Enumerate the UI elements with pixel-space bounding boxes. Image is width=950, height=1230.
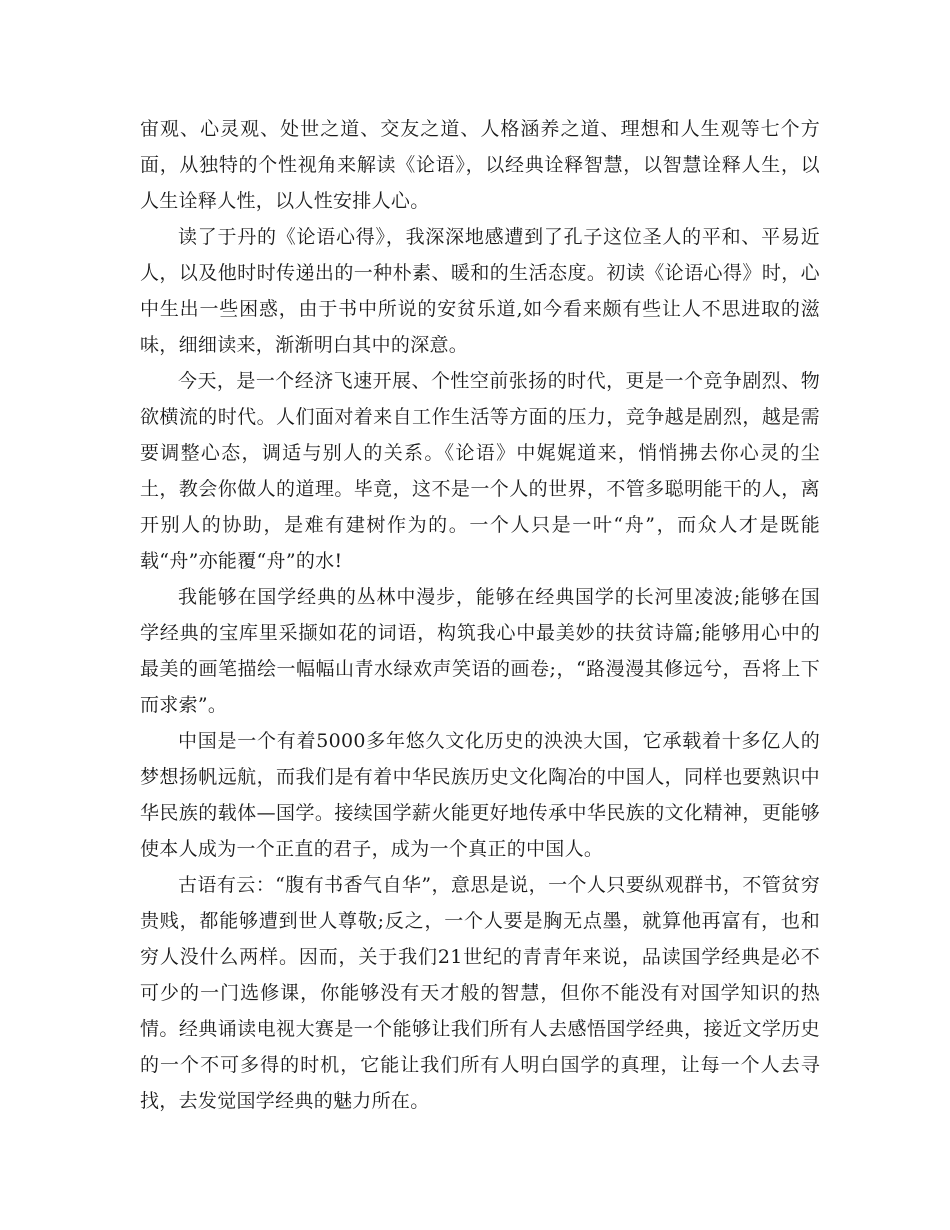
paragraph: 中国是一个有着5000多年悠久文化历史的泱泱大国，它承载着十多亿人的梦想扬帆远航，而我们是有着中华民族历史文化陶冶的中国人，同样也要熟识中华民族的载体—国学。接续国学薪火能更好地传承中华民族的文化精神，更能够使本人成为一个正直的君子，成为一个真正的中国人。 [140, 730, 820, 860]
body-text [140, 111, 820, 1119]
paragraph: 古语有云：“腹有书香气自华”，意思是说，一个人只要纵观群书，不管贫穷贵贱，都能够遭到世人尊敬;反之，一个人要是胸无点墨，就算他再富有，也和穷人没什么两样。因而，关于我们21世纪的青青年来说，品读国学经典是必不可少的一门选修课，你能够没有天才般的智慧，但你不能没有对国学知识的热情。经典诵读电视大赛是一个能够让我们所有人去感悟国学经典，接近文学历史的一个不可多得的时机，它能让我们所有人明白国学的真理，让每一个人去寻找，去发觉国学经典的魅力所在。 [140, 874, 820, 1112]
paragraph: 今天，是一个经济飞速开展、个性空前张扬的时代，更是一个竞争剧烈、物欲横流的时代。人们面对着来自工作生活等方面的压力，竞争越是剧烈，越是需要调整心态，调适与别人的关系。《论语》中娓娓道来，悄悄拂去你心灵的尘土，教会你做人的道理。毕竟，这不是一个人的世界，不管多聪明能干的人，离开别人的协助，是难有建树作为的。一个人只是一叶“舟”，而众人才是既能载“舟”亦能覆“舟”的水! [140, 370, 820, 572]
paragraph: 读了于丹的《论语心得》，我深深地感遭到了孔子这位圣人的平和、平易近人，以及他时时传递出的一种朴素、暖和的生活态度。初读《论语心得》时，心中生出一些困惑，由于书中所说的安贫乐道,如今看来颇有些让人不思进取的滋味，细细读来，渐渐明白其中的深意。 [140, 226, 820, 356]
paragraph: 我能够在国学经典的丛林中漫步，能够在经典国学的长河里凌波;能够在国学经典的宝库里采撷如花的词语，构筑我心中最美妙的扶贫诗篇;能够用心中的最美的画笔描绘一幅幅山青水绿欢声笑语的画卷;，“路漫漫其修远兮，吾将上下而求索”。 [140, 586, 820, 716]
paragraph-continued: 宙观、心灵观、处世之道、交友之道、人格涵养之道、理想和人生观等七个方面，从独特的个性视角来解读《论语》，以经典诠释智慧，以智慧诠释人生，以人生诠释人性，以人性安排人心。 [140, 118, 820, 212]
